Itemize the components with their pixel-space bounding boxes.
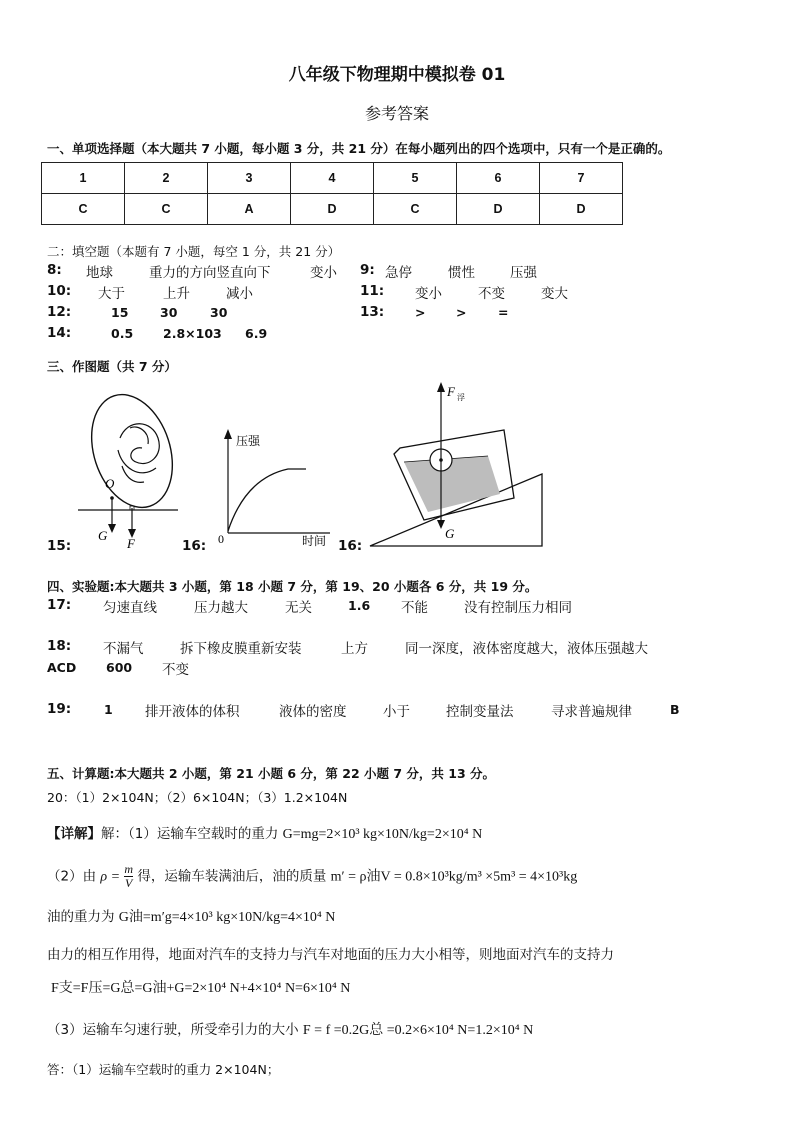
detail-text: 得，运输车装满油后，油的质量	[137, 868, 327, 885]
q19-answer-6: 寻求普遍规律	[551, 704, 632, 720]
q19-answer-5: 控制变量法	[446, 704, 514, 720]
q11-label: 11:	[360, 283, 385, 299]
label-g: G	[445, 526, 455, 541]
page-subtitle: 参考答案	[364, 104, 429, 123]
q8-answer-1: 地球	[86, 265, 113, 281]
detail-equation: F = f =0.2G总 =0.2×6×10⁴ N=1.2×10⁴ N	[302, 1023, 534, 1038]
detail-prefix: 【详解】	[47, 826, 101, 842]
q19-answer-3: 液体的密度	[279, 704, 347, 720]
q19-answer-4: 小于	[383, 704, 410, 720]
q17-answer-3: 无关	[285, 600, 312, 616]
q13-answer-1: >	[415, 305, 426, 320]
gravity-arrow-head	[437, 520, 445, 529]
detail-line-1	[47, 822, 482, 843]
q9-label: 9:	[360, 262, 375, 278]
detail-line-6	[47, 1018, 533, 1039]
detail-line-3	[47, 905, 335, 926]
table-cell: 5	[374, 163, 457, 194]
q19-answer-1: 1	[104, 702, 113, 717]
q19-answer-7: B	[670, 702, 680, 717]
fig16b-label: 16:	[338, 538, 363, 554]
q8-answer-2: 重力的方向竖直向下	[149, 265, 271, 281]
q20-summary: 20：（1）2×104N；（2）6×104N；（3）1.2×104N	[47, 790, 348, 805]
q18-answer-4: 同一深度，液体密度越大，液体压强越大	[405, 641, 648, 657]
fraction-numerator: m	[124, 862, 134, 876]
section1-heading: 一、单项选择题（本大题共 7 小题，每小题 3 分，共 21 分）在每小题列出的四个选项中，只有一个是正确的。	[47, 141, 671, 156]
table-cell: D	[457, 194, 540, 225]
label-f: F	[127, 536, 135, 551]
q9-answer-1: 急停	[385, 265, 412, 281]
page-title: 八年级下物理期中模拟卷 01	[288, 65, 506, 85]
q12-answer-2: 30	[160, 305, 178, 320]
detail-equation: G=mg=2×10³ kg×10N/kg=2×10⁴ N	[282, 827, 483, 842]
section5-heading: 五、计算题:本大题共 2 小题，第 21 小题 6 分，第 22 小题 7 分，共 13 分。	[47, 766, 495, 781]
q14-label: 14:	[47, 325, 72, 341]
q10-answer-1: 大于	[98, 286, 125, 302]
fig16a-label: 16:	[182, 538, 207, 554]
q17-answer-5: 不能	[401, 600, 428, 616]
fraction-denominator: V	[125, 876, 133, 890]
q18-line2-answer-3: 不变	[162, 662, 189, 678]
q11-answer-3: 变大	[541, 286, 568, 302]
q9-answer-2: 惯性	[448, 265, 475, 281]
detail-equation: G油=m′g=4×10³ kg×10N/kg=4×10⁴ N	[118, 910, 336, 925]
q18-line2-answer-2: 600	[106, 660, 133, 675]
choice-answer-table	[41, 162, 623, 225]
section2-heading: 二：填空题（本题有 7 小题，每空 1 分，共 21 分）	[47, 244, 341, 259]
q17-answer-1: 匀速直线	[103, 600, 157, 616]
detail-line-5-equation: F支=F压=G总=G油+G=2×10⁴ N+4×10⁴ N=6×10⁴ N	[51, 981, 351, 996]
detail-text: 油的重力为	[47, 909, 115, 925]
table-cell: D	[291, 194, 374, 225]
q10-answer-2: 上升	[163, 286, 190, 302]
q17-label: 17:	[47, 597, 72, 613]
label-g: G	[98, 528, 108, 543]
table-cell: C	[125, 194, 208, 225]
table-cell: 3	[208, 163, 291, 194]
detail-line-4: 由力的相互作用得，地面对汽车的支持力与汽车对地面的压力大小相等，则地面对汽车的支持力	[47, 947, 614, 963]
table-row-numbers	[42, 163, 623, 194]
origin-label: 0	[218, 532, 224, 546]
q17-answer-4: 1.6	[348, 598, 371, 613]
pressure-curve	[228, 469, 306, 531]
q14-answer-3: 6.9	[245, 326, 268, 341]
fig15-label: 15:	[47, 538, 72, 554]
fraction-m-over-v	[124, 863, 133, 890]
q9-answer-3: 压强	[510, 265, 537, 281]
table-cell: C	[374, 194, 457, 225]
q10-label: 10:	[47, 283, 72, 299]
table-cell: 7	[540, 163, 623, 194]
detail-text: （3）运输车匀速行驶，所受牵引力的大小	[47, 1022, 299, 1038]
table-cell: 1	[42, 163, 125, 194]
section3-heading: 三、作图题（共 7 分）	[47, 359, 177, 374]
table-cell: D	[540, 194, 623, 225]
q13-answer-2: >	[456, 305, 467, 320]
q12-answer-1: 15	[111, 305, 129, 320]
detail-text: 解：（1）运输车空载时的重力	[101, 826, 279, 842]
q8-label: 8:	[47, 262, 62, 278]
y-axis-label: 压强	[236, 434, 261, 448]
q12-label: 12:	[47, 304, 72, 320]
gravity-arrow-head	[108, 524, 116, 533]
q10-answer-3: 减小	[226, 286, 253, 302]
x-axis-label: 时间	[302, 534, 327, 548]
q17-answer-6: 没有控制压力相同	[464, 600, 572, 616]
fig15-diagram	[60, 388, 190, 553]
liquid-fill	[404, 456, 500, 512]
q18-label: 18:	[47, 638, 72, 654]
table-cell: 2	[125, 163, 208, 194]
q13-answer-3: =	[498, 305, 509, 320]
q18-answer-3: 上方	[341, 641, 368, 657]
label-f-float: F	[447, 384, 455, 399]
detail-equation: m′ = ρ油V = 0.8×10³kg/m³ ×5m³ = 4×10³kg	[330, 869, 578, 885]
label-f-float-sub: 浮	[457, 393, 465, 402]
detail-text: （2）由	[47, 868, 97, 885]
egg-scribble-shape	[120, 424, 159, 464]
q19-label: 19:	[47, 701, 72, 717]
q14-answer-1: 0.5	[111, 326, 134, 341]
q13-label: 13:	[360, 304, 385, 320]
fig16a-graph	[210, 425, 340, 550]
section4-heading: 四、实验题:本大题共 3 小题，第 18 小题 7 分，第 19、20 小题各 6 分，共 19 分。	[47, 579, 538, 594]
table-cell: 4	[291, 163, 374, 194]
q8-answer-3: 变小	[310, 265, 337, 281]
detail-line-2	[47, 863, 577, 890]
table-cell: C	[42, 194, 125, 225]
q14-answer-2: 2.8×103	[163, 326, 222, 341]
q19-answer-2: 排开液体的体积	[145, 704, 240, 720]
table-cell: 6	[457, 163, 540, 194]
table-cell: A	[208, 194, 291, 225]
q12-answer-3: 30	[210, 305, 228, 320]
fig16b-diagram	[364, 378, 554, 550]
buoyancy-arrow-head	[437, 382, 445, 392]
q18-answer-1: 不漏气	[103, 641, 144, 657]
q11-answer-1: 变小	[415, 286, 442, 302]
q17-answer-2: 压力越大	[194, 600, 248, 616]
label-o: O	[105, 476, 115, 491]
table-row-answers	[42, 194, 623, 225]
y-axis-arrow	[224, 429, 232, 439]
q11-answer-2: 不变	[478, 286, 505, 302]
q18-line2-answer-1: ACD	[47, 660, 77, 675]
q18-answer-2: 拆下橡皮膜重新安装	[180, 641, 302, 657]
answer-line: 答：（1）运输车空载时的重力 2×104N；	[47, 1062, 280, 1077]
density-symbol: ρ =	[100, 869, 121, 885]
